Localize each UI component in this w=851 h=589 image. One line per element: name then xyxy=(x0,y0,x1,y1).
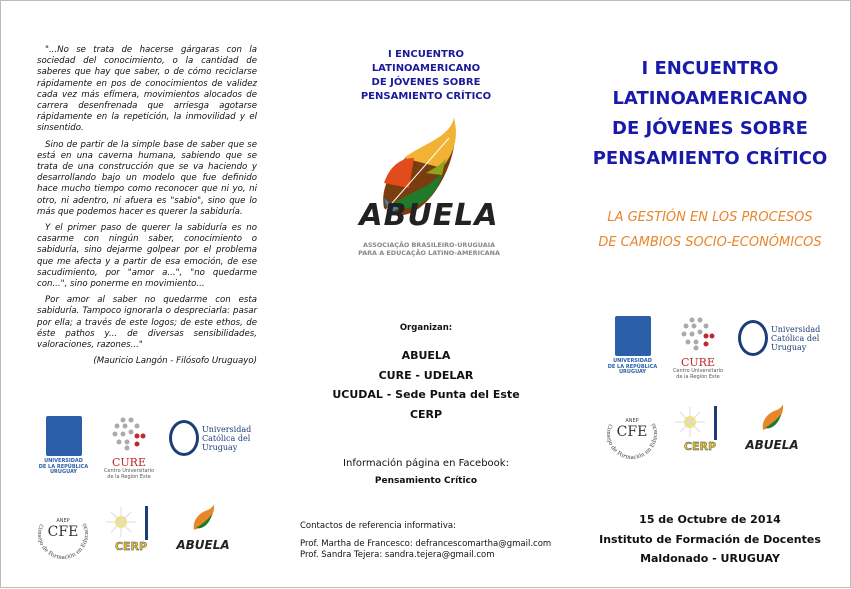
organizer: UCUDAL - Sede Punta del Este xyxy=(332,388,520,401)
organizer: ABUELA xyxy=(401,349,451,362)
facebook-page[interactable]: Pensamiento Crítico xyxy=(374,476,478,486)
cfe-text: CFE xyxy=(47,524,79,540)
cfe-logo xyxy=(31,500,95,564)
cure-dots-icon xyxy=(109,416,149,452)
abuela-small-logo xyxy=(742,404,802,452)
cure-subtext: Centro Universitario xyxy=(672,368,724,374)
cure-subtext: de la Región Este xyxy=(107,473,151,480)
ucu-seal-icon xyxy=(169,420,199,456)
left-panel xyxy=(1,1,284,589)
cerp-text: CERP xyxy=(683,440,717,453)
udelar-logo xyxy=(600,316,665,376)
ucu-seal-icon xyxy=(738,320,768,356)
quote-block xyxy=(37,45,257,367)
ucu-text: Uruguay xyxy=(202,442,238,452)
cure-dots-icon xyxy=(678,316,718,352)
event-venue: Instituto de Formación de Docentes xyxy=(599,532,821,546)
anep-text: ANEP xyxy=(56,518,70,524)
cerp-logo xyxy=(670,404,730,459)
feather-icon xyxy=(188,504,218,534)
abuela-subtitle: ASSOCIAÇÃO BRASILEIRO-URUGUAIA xyxy=(362,241,496,249)
abuela-wordmark: ABUELA xyxy=(745,438,799,452)
ucu-logo xyxy=(738,320,838,356)
facebook-label: Información página en Facebook: xyxy=(343,458,509,469)
title-line: I ENCUENTRO xyxy=(641,58,779,79)
ucu-text: Universidad xyxy=(202,424,252,434)
quote-paragraph: "...No se trata de hacerse gárgaras con la sociedad del conocimiento, o la cantidad de saberes que hay que saber, o de cómo reciclarse rápidamente en pos de conocimientos de validez cada vez más efímera, movimientos alocados de carrera desenfrenada que arriesga agotarse rápidamente en la repetición, la inmovilidad y el sinsentido. xyxy=(37,45,257,134)
cfe-ring-text: Consejo de Formación en Educació xyxy=(35,522,91,561)
subtitle-line: DE CAMBIOS SOCIO-ECONÓMICOS xyxy=(598,235,822,250)
event-title-small xyxy=(284,48,568,104)
contacts-label: Contactos de referencia informativa: xyxy=(300,521,456,531)
udelar-text: DE LA REPÚBLICA xyxy=(607,363,658,370)
quote-author: (Mauricio Langón - Filósofo Uruguayo) xyxy=(93,356,257,367)
title-line: PENSAMIENTO CRÍTICO xyxy=(360,91,492,102)
organizer: CURE - UDELAR xyxy=(378,368,474,382)
event-subtitle xyxy=(568,205,851,255)
cfe-ring-text: Consejo de Formación en Educació xyxy=(604,422,660,461)
quote-paragraph: Sino de partir de la simple base de saber que se está en una caverna humana, sabiendo que se trata de una construcción que se va haciendo y desarrollando bajo un modelo que fue definido hace mucho tiempo como reconocer que ni yo, ni otro, ni adentro, ni afuera es "sabio", sino que lo más que podemos hacer es querer la sabiduría. xyxy=(37,139,257,217)
udelar-logo xyxy=(31,416,96,476)
udelar-text: URUGUAY xyxy=(619,369,646,375)
logo-group xyxy=(600,316,840,466)
contacts-list xyxy=(300,539,551,561)
udelar-building-icon xyxy=(615,316,651,356)
ucu-text: Católica del xyxy=(202,433,251,443)
organizer: CERP xyxy=(409,407,443,421)
ucu-text: Católica del xyxy=(771,333,820,343)
udelar-building-icon xyxy=(46,416,82,456)
abuela-wordmark: ABUELA xyxy=(359,198,499,233)
title-line: PENSAMIENTO CRÍTICO xyxy=(592,148,828,169)
cure-logo xyxy=(668,316,728,380)
organizers-list xyxy=(284,346,568,424)
cerp-logo xyxy=(101,504,161,559)
cfe-text: CFE xyxy=(616,424,648,440)
event-location: Maldonado - URUGUAY xyxy=(640,552,780,565)
feather-icon xyxy=(757,404,787,434)
cfe-logo xyxy=(600,400,664,464)
quote-paragraph: Y el primer paso de querer la sabiduría es no casarme con ningún saber, conocimiento o sabiduría, sino dejarme golpear por el problema que me afecta y a partir de esa emoción, de ese sacudimiento, por "amor a...", "no quedarme con...", sino ponerme en movimiento... xyxy=(37,223,257,290)
udelar-text: UNIVERSIDAD xyxy=(613,358,652,364)
event-date: 15 de Octubre de 2014 xyxy=(639,513,781,526)
cure-subtext: de la Región Este xyxy=(676,373,720,380)
cure-logo xyxy=(99,416,159,480)
title-line: I ENCUENTRO xyxy=(387,49,465,60)
cure-text: CURE xyxy=(681,356,715,369)
udelar-text: UNIVERSIDAD xyxy=(44,458,83,464)
event-details xyxy=(568,510,851,569)
udelar-text: URUGUAY xyxy=(50,469,77,475)
logo-group xyxy=(31,416,271,566)
title-line: DE JÓVENES SOBRE xyxy=(612,118,808,139)
ucu-logo xyxy=(169,420,269,456)
cure-text: CURE xyxy=(112,456,146,469)
right-panel xyxy=(568,1,851,589)
abuela-wordmark: ABUELA xyxy=(176,538,230,552)
ucu-text: Uruguay xyxy=(771,342,807,352)
quote-paragraph: Por amor al saber no quedarme con esta sabiduría. Tampoco ignorarla o despreciarla: pasar por ella; a través de este logos; de este ethos, de éste pathos y... de diversas sensibilidades, valoraciones, razones..." xyxy=(37,295,257,351)
title-line: LATINOAMERICANO xyxy=(612,88,808,109)
anep-text: ANEP xyxy=(625,418,639,424)
cerp-text: CERP xyxy=(114,540,148,553)
abuela-logo xyxy=(354,113,504,268)
subtitle-line: LA GESTIÓN EN LOS PROCESOS xyxy=(607,210,813,225)
udelar-text: DE LA REPÚBLICA xyxy=(38,463,89,470)
contact-item[interactable]: Prof. Martha de Francesco: defrancescomartha@gmail.com xyxy=(300,539,552,549)
event-title xyxy=(568,54,851,174)
organizan-label: Organizan: xyxy=(399,323,453,333)
abuela-small-logo xyxy=(173,504,233,552)
abuela-subtitle: PARA A EDUCAÇÃO LATINO-AMERICANA xyxy=(358,249,500,257)
title-line: DE JÓVENES SOBRE xyxy=(371,77,481,88)
ucu-text: Universidad xyxy=(771,324,821,334)
cerp-sun-tower-icon xyxy=(101,504,161,542)
contact-item[interactable]: Prof. Sandra Tejera: sandra.tejera@gmail.com xyxy=(300,550,495,560)
cure-subtext: Centro Universitario xyxy=(103,468,155,474)
cerp-sun-tower-icon xyxy=(670,404,730,442)
title-line: LATINOAMERICANO xyxy=(371,63,481,74)
middle-panel xyxy=(284,1,568,589)
